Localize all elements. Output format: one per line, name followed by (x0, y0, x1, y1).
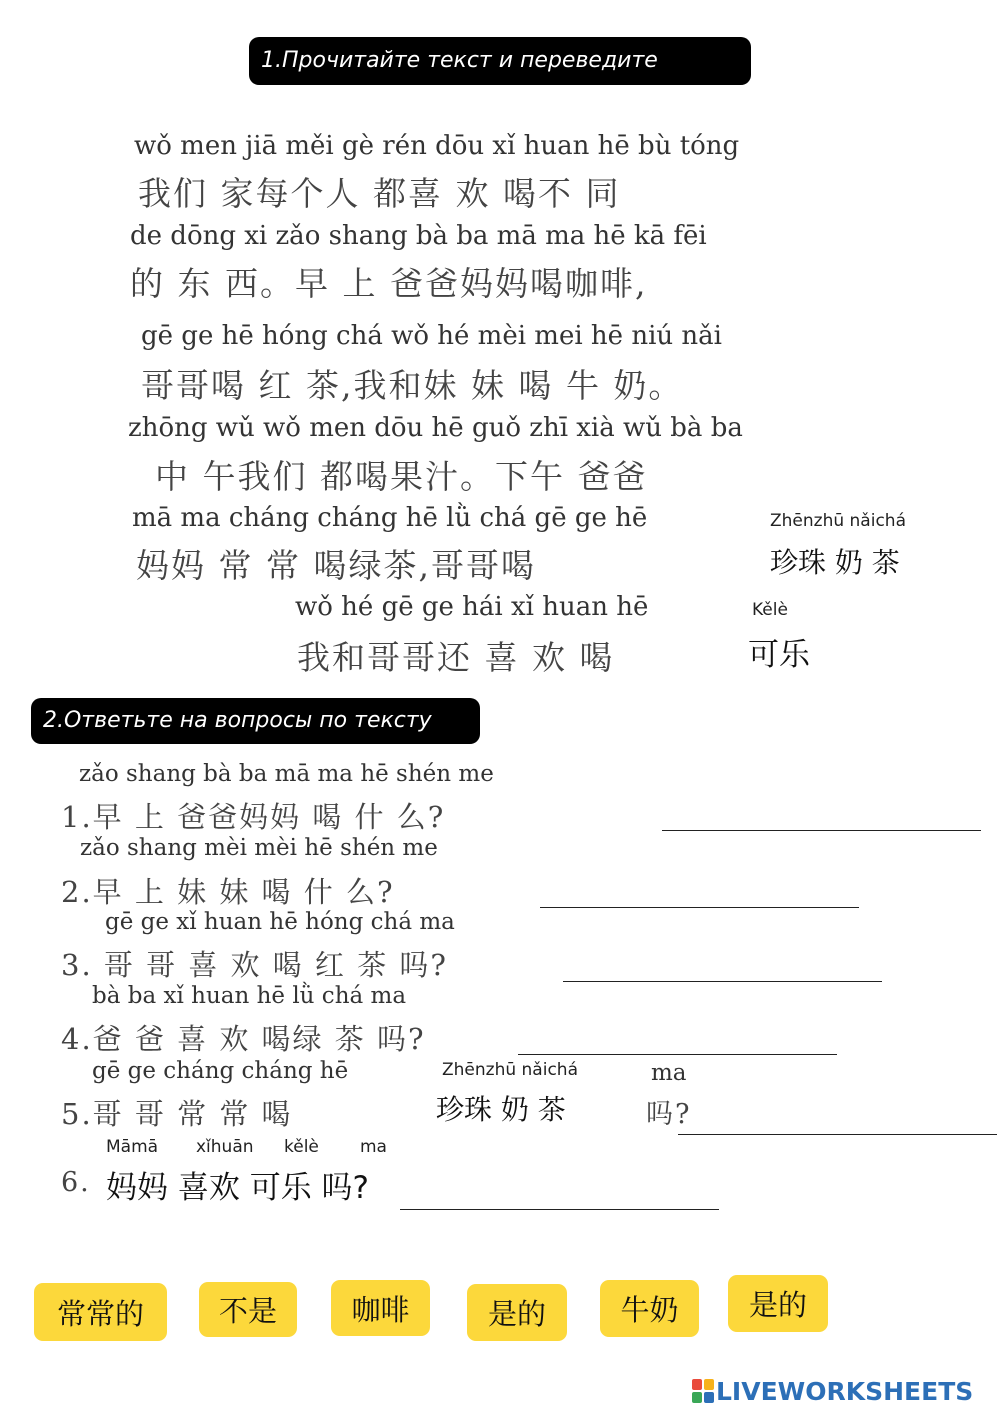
word-bank-chip-5-label: 牛奶 (620, 1293, 679, 1327)
answer-line-1[interactable] (662, 830, 981, 831)
word-bank-chip-5[interactable] (600, 1280, 699, 1337)
answer-line-2[interactable] (540, 907, 859, 908)
answer-line-6[interactable] (400, 1209, 719, 1210)
text-pinyin-line-3: gē ge hē hóng chá wǒ hé mèi mei hē niú nǎi (141, 321, 722, 351)
word-bank-chip-2-label: 不是 (218, 1294, 277, 1328)
question-4-text: 4.爸 爸 喜 欢 喝绿 茶 吗? (61, 1022, 426, 1056)
question-2-text: 2.早 上 妹 妹 喝 什 么? (61, 875, 395, 909)
question-1-text: 1.早 上 爸爸妈妈 喝 什 么? (61, 800, 446, 834)
word-bank-chip-4-label: 是的 (487, 1297, 546, 1331)
question-2-pinyin: zǎo shang mèi mèi hē shén me (80, 835, 438, 861)
word-bank-chip-3[interactable] (331, 1280, 430, 1336)
question-6-pinyin-mama: Māmā (106, 1137, 159, 1157)
text-pinyin-line-2: de dōng xi zǎo shang bà ba mā ma hē kā fēi (130, 221, 707, 251)
question-6-pinyin-ma: ma (360, 1137, 387, 1157)
text-pinyin-line-5: mā ma cháng cháng hē lǜ chá gē ge hē (132, 503, 648, 533)
text-pinyin-line-4: zhōng wǔ wǒ men dōu hē guǒ zhī xià wǔ bà ba (128, 413, 743, 443)
word-bank-chip-3-label: 咖啡 (351, 1292, 410, 1327)
word-bank-chip-1[interactable] (34, 1283, 167, 1341)
question-3-pinyin: gē ge xǐ huan hē hóng chá ma (105, 909, 455, 935)
question-4-pinyin: bà ba xǐ huan hē lǜ chá ma (92, 983, 407, 1009)
word-bank-chip-4[interactable] (467, 1284, 567, 1341)
question-5-pinyin-extra: Zhēnzhū nǎichá (442, 1060, 578, 1080)
question-5-pinyin-tail: ma (651, 1060, 687, 1086)
text-hanzi-line-6: 我和哥哥还 喜 欢 喝 (297, 638, 615, 677)
section2-title: 2.Ответьте на вопросы по тексту (31, 698, 480, 744)
answer-line-5[interactable] (678, 1134, 997, 1135)
text-hanzi-line-1: 我们 家每个人 都喜 欢 喝不 同 (138, 174, 621, 213)
text-pinyin-line-5-extra: Zhēnzhū nǎichá (770, 511, 906, 531)
word-bank-chip-2[interactable] (199, 1282, 297, 1337)
logo-square-red (692, 1379, 702, 1390)
answer-line-3[interactable] (563, 981, 882, 982)
word-bank-chip-6-label: 是的 (748, 1288, 807, 1322)
question-6-pinyin-xihuan: xǐhuān (196, 1137, 254, 1157)
logo-square-green (692, 1392, 702, 1403)
logo-square-blue (704, 1392, 714, 1403)
text-pinyin-line-6-extra: Kělè (752, 600, 788, 620)
liveworksheets-logo (692, 1376, 973, 1406)
text-hanzi-line-6-extra: 可乐 (748, 637, 810, 673)
text-hanzi-line-2: 的 东 西。早 上 爸爸妈妈喝咖啡, (130, 264, 648, 303)
question-6-text: 妈妈 喜欢 可乐 吗? (106, 1170, 370, 1206)
liveworksheets-logo-icon (692, 1379, 714, 1403)
question-5-text-extra: 珍珠 奶 茶 (436, 1093, 566, 1126)
text-hanzi-line-4: 中 午我们 都喝果汁。下午 爸爸 (155, 457, 648, 496)
question-6-number: 6. (61, 1167, 91, 1198)
question-5-text: 5.哥 哥 常 常 喝 (61, 1097, 293, 1131)
text-pinyin-line-1: wǒ men jiā měi gè rén dōu xǐ huan hē bù tóng (134, 131, 740, 161)
word-bank-chip-6[interactable] (728, 1275, 828, 1332)
liveworksheets-logo-text: LIVEWORKSHEETS (716, 1376, 974, 1406)
question-6-pinyin-kele: kělè (284, 1137, 319, 1157)
text-hanzi-line-3: 哥哥喝 红 茶,我和妹 妹 喝 牛 奶。 (141, 366, 684, 405)
text-pinyin-line-6: wǒ hé gē ge hái xǐ huan hē (295, 592, 649, 622)
question-1-pinyin: zǎo shang bà ba mā ma hē shén me (79, 761, 494, 787)
word-bank-chip-1-label: 常常的 (56, 1296, 144, 1331)
logo-square-yellow (704, 1379, 714, 1390)
text-hanzi-line-5: 妈妈 常 常 喝绿茶,哥哥喝 (136, 546, 536, 585)
question-3-text: 3. 哥 哥 喜 欢 喝 红 茶 吗? (61, 948, 448, 982)
question-5-text-tail: 吗? (646, 1099, 692, 1130)
text-hanzi-line-5-extra: 珍珠 奶 茶 (770, 546, 900, 579)
question-5-pinyin: gē ge cháng cháng hē (92, 1058, 349, 1084)
answer-line-4[interactable] (518, 1054, 837, 1055)
section1-title: 1.Прочитайте текст и переведите (249, 37, 751, 85)
